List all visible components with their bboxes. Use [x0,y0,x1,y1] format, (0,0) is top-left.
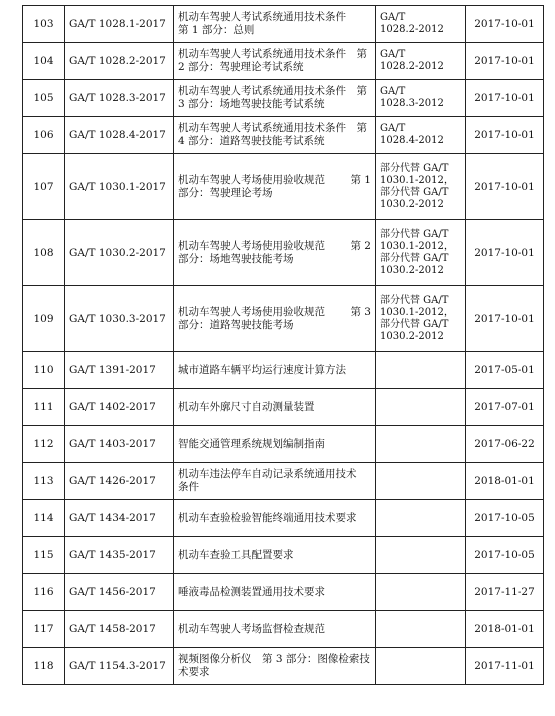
table-row [23,574,544,611]
table-row [23,500,544,537]
replaced-standard-line: 1030.2-2012 [380,264,444,276]
replaced-standard [376,648,466,685]
replaced-standard [376,220,466,286]
row-number: 111 [23,389,65,426]
standard-name [174,6,376,43]
standard-name-part: 第 3 [350,305,371,318]
standard-name [174,426,376,463]
effective-date: 2018-01-01 [466,463,544,500]
table-row [23,286,544,352]
standard-name-part: 机动车驾驶人考场使用验收规范 [178,239,325,252]
standard-code: GA/T 1030.3-2017 [65,286,174,352]
standard-code: GA/T 1426-2017 [65,463,174,500]
table-row [23,611,544,648]
replaced-standard-line: 1030.1-2012， [380,240,454,252]
replaced-standard [376,463,466,500]
replaced-standard-line: 部分代替 GA/T [380,252,449,264]
standard-name [174,352,376,389]
standard-name-line: 第 1 部分：总则 [178,24,255,36]
standard-name [174,389,376,426]
replaced-standard-line: 1030.1-2012， [380,174,454,186]
replaced-standard-line: GA/T [380,12,406,23]
table-row [23,537,544,574]
replaced-standard [376,80,466,117]
standard-name-line: 机动车驾驶人考试系统通用技术条件 第 [178,122,367,134]
standard-name-line: 部分：道路驾驶技能考场 [178,318,294,331]
standard-name-part: 机动车驾驶人考场使用验收规范 [178,305,325,318]
standard-name [174,463,376,500]
row-number: 106 [23,117,65,154]
replaced-standard [376,117,466,154]
standard-name-line: 部分：场地驾驶技能考场 [178,252,294,265]
standard-name-line: 机动车查验工具配置要求 [178,548,294,561]
effective-date: 2017-10-01 [466,43,544,80]
effective-date: 2017-07-01 [466,389,544,426]
table-row [23,6,544,43]
replaced-standard-line: 1028.3-2012 [380,98,444,109]
replaced-standard [376,43,466,80]
row-number: 116 [23,574,65,611]
standard-name [174,220,376,286]
replaced-standard [376,352,466,389]
standard-name-part: 第 2 [350,239,371,252]
standard-code: GA/T 1030.2-2017 [65,220,174,286]
effective-date: 2017-10-01 [466,220,544,286]
effective-date: 2017-10-05 [466,500,544,537]
replaced-standard-line: 1028.4-2012 [380,135,444,146]
table-row [23,80,544,117]
standard-name [174,500,376,537]
replaced-standard-line: 部分代替 GA/T [380,294,449,306]
replaced-standard-line: 1030.1-2012， [380,306,454,318]
replaced-standard [376,537,466,574]
standard-name-line: 术要求 [178,666,210,678]
standard-code: GA/T 1434-2017 [65,500,174,537]
table-row [23,43,544,80]
table-row [23,389,544,426]
effective-date: 2017-11-27 [466,574,544,611]
replaced-standard [376,154,466,220]
standard-name-line [178,240,371,253]
standard-code: GA/T 1154.3-2017 [65,648,174,685]
standard-code: GA/T 1028.4-2017 [65,117,174,154]
standards-table [22,5,544,685]
table-row [23,352,544,389]
table-row [23,154,544,220]
standard-name-line: 机动车违法停车自动记录系统通用技术 [178,468,357,480]
replaced-standard [376,574,466,611]
row-number: 105 [23,80,65,117]
replaced-standard-line: 1028.2-2012 [380,61,444,72]
standard-name [174,648,376,685]
standard-name-line: 机动车外廓尺寸自动测量装置 [178,400,315,413]
replaced-standard [376,6,466,43]
standard-name-line: 机动车驾驶人考场监督检查规范 [178,622,325,635]
standard-name-line [178,306,371,319]
replaced-standard-line: GA/T [380,49,406,60]
row-number: 108 [23,220,65,286]
effective-date: 2017-11-01 [466,648,544,685]
standard-code: GA/T 1435-2017 [65,537,174,574]
standard-code: GA/T 1391-2017 [65,352,174,389]
standard-name [174,80,376,117]
effective-date: 2017-10-01 [466,80,544,117]
table-row [23,426,544,463]
effective-date: 2017-10-01 [466,154,544,220]
replaced-standard-line: 部分代替 GA/T [380,318,449,330]
replaced-standard [376,286,466,352]
replaced-standard-line: GA/T [380,86,406,97]
standard-name [174,286,376,352]
standard-name-line: 机动车查验检验智能终端通用技术要求 [178,511,357,524]
row-number: 117 [23,611,65,648]
standard-name [174,117,376,154]
standard-name-line: 唾液毒品检测装置通用技术要求 [178,585,325,598]
standard-name [174,154,376,220]
standard-name-line: 部分：驾驶理论考场 [178,186,273,199]
standard-code: GA/T 1028.2-2017 [65,43,174,80]
standard-name [174,537,376,574]
replaced-standard [376,389,466,426]
standard-name-line: 机动车驾驶人考试系统通用技术条件 [178,11,346,23]
standard-code: GA/T 1028.1-2017 [65,6,174,43]
replaced-standard-line: 1030.2-2012 [380,330,444,342]
replaced-standard [376,500,466,537]
standard-name-line: 条件 [178,481,199,493]
standard-name-line: 2 部分：驾驶理论考试系统 [178,61,304,73]
replaced-standard [376,611,466,648]
effective-date: 2017-10-01 [466,286,544,352]
replaced-standard-line: GA/T [380,123,406,134]
replaced-standard-line: 部分代替 GA/T [380,186,449,198]
standard-name [174,611,376,648]
table-row [23,648,544,685]
row-number: 104 [23,43,65,80]
standard-code: GA/T 1402-2017 [65,389,174,426]
replaced-standard-line: 1030.2-2012 [380,198,444,210]
standard-code: GA/T 1458-2017 [65,611,174,648]
row-number: 110 [23,352,65,389]
standard-name [174,43,376,80]
effective-date: 2018-01-01 [466,611,544,648]
standard-name-line: 城市道路车辆平均运行速度计算方法 [178,363,346,376]
row-number: 114 [23,500,65,537]
standard-name-line: 智能交通管理系统规划编制指南 [178,437,325,450]
row-number: 113 [23,463,65,500]
replaced-standard-line: 部分代替 GA/T [380,228,449,240]
table-row [23,463,544,500]
effective-date: 2017-05-01 [466,352,544,389]
standards-table-body [23,6,544,685]
standard-name-line: 视频图像分析仪 第 3 部分：图像检索技 [178,653,370,665]
effective-date: 2017-10-01 [466,6,544,43]
row-number: 107 [23,154,65,220]
table-row [23,117,544,154]
row-number: 109 [23,286,65,352]
effective-date: 2017-06-22 [466,426,544,463]
standard-code: GA/T 1403-2017 [65,426,174,463]
row-number: 103 [23,6,65,43]
standard-code: GA/T 1456-2017 [65,574,174,611]
standard-name-line: 机动车驾驶人考试系统通用技术条件 第 [178,85,367,97]
effective-date: 2017-10-01 [466,117,544,154]
standard-name-line: 机动车驾驶人考试系统通用技术条件 第 [178,48,367,60]
replaced-standard-line: 1028.2-2012 [380,24,444,35]
standard-code: GA/T 1030.1-2017 [65,154,174,220]
replaced-standard [376,426,466,463]
standard-name [174,574,376,611]
standard-name-line [178,174,371,187]
standard-name-line: 3 部分：场地驾驶技能考试系统 [178,98,325,110]
row-number: 112 [23,426,65,463]
replaced-standard-line: 部分代替 GA/T [380,162,449,174]
standard-name-part: 第 1 [350,173,371,186]
table-row [23,220,544,286]
standard-name-line: 4 部分：道路驾驶技能考试系统 [178,135,325,147]
row-number: 118 [23,648,65,685]
effective-date: 2017-10-05 [466,537,544,574]
row-number: 115 [23,537,65,574]
standard-code: GA/T 1028.3-2017 [65,80,174,117]
standard-name-part: 机动车驾驶人考场使用验收规范 [178,173,325,186]
